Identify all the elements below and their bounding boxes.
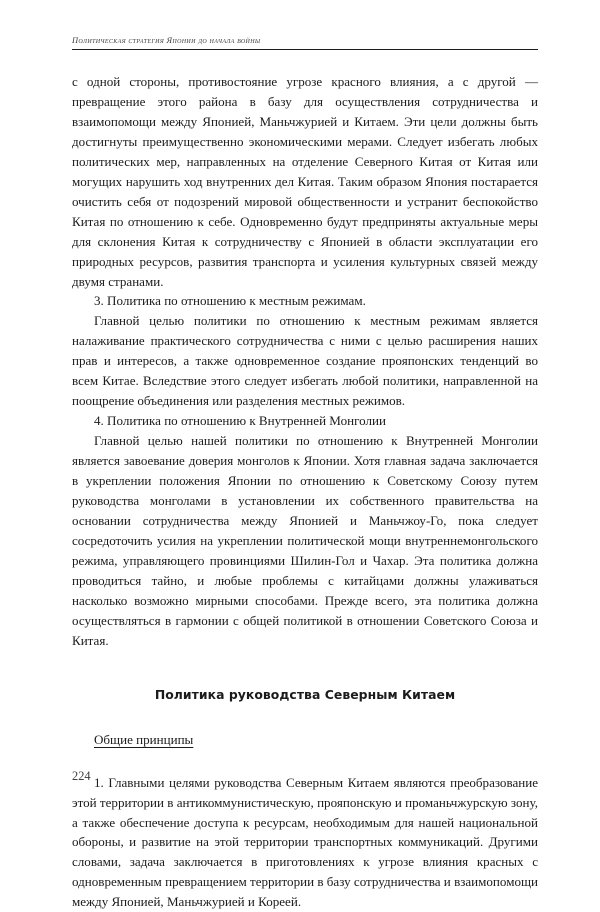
header-rule [72, 49, 538, 50]
running-head-area [72, 36, 538, 50]
page-number: 224 [72, 769, 91, 783]
paragraph-continued: с одной стороны, противостояние угрозе красного влияния, а с другой — превращение этого района в базу для осуществления сотрудничества и взаимопомощи между Японией, Маньчжурией и Китаем. Эти цели должны быть достигнуты преимущественно экономическими мерами. Следует избегать любых политических мер, направленных на отделение Северного Китая от Китая или могущих нарушить ход внутренних дел Китая. Таким образом Япония постарается очистить себя от подозрений мировой общественности и устранит беспокойство Китая по отношению к себе. Одновременно будут предприняты актуальные меры для склонения Китая к сотрудничеству с Японией в области эксплуатации его природных ресурсов, развития транспорта и усиления культурных связей между двумя странами. [72, 74, 538, 289]
paragraph-item-3: 3. Политика по отношению к местным режимам. [94, 293, 366, 309]
running-head: Политическая стратегия Японии до начала войны [72, 36, 261, 45]
paragraph-item-3-body: Главной целью политики по отношению к местным режимам является налаживание практического сотрудничества с ними с целью расширения наших прав и интересов, а также одновременное создание прояпонских тенденций во всем Китае. Вследствие этого следует избегать любой политики, направленной на поощрение объединения или разделения местных режимов. [72, 313, 538, 409]
paragraph-item-4-body: Главной целью нашей политики по отношению к Внутренней Монголии является завоевание доверия монголов к Японии. Хотя главная задача заключается в укреплении положения Японии по отношению к Советскому Союзу путем руководства монголами в установлении их собственного правительства на основании сотрудничества между Японией и Маньчжоу-Го, пока следует сосредоточить усилия на укреплении политической мощи внутреннемонгольского режима, управляющего провинциями Шилин-Гол и Чахар. Эта политика должна проводиться тайно, и любые проблемы с китайцами должны улаживаться насколько возможно мирными способами. Прежде всего, эта политика должна осуществляться в гармонии с общей политикой в отношении Советского Союза и Китая. [72, 433, 538, 648]
heading-spacer-top [72, 651, 538, 686]
section-heading: Политика руководства Северным Китаем [154, 686, 456, 702]
paragraph-item-1: 1. Главными целями руководства Северным Китаем являются преобразование этой территории в антикоммунистическую, прояпонскую и проманьчжурскую зону, а также обеспечение доступа к ресурсам, необходимым для нашей национальной обороны, и развитие на этой территории транспортных коммуникаций. Другими словами, задача заключается в приготовлениях к угрозе влияния красных с одновременным превращением территории в базу сотрудничества и взаимопомощи между Японией, Маньчжурией и Кореей. [72, 774, 538, 910]
heading-spacer-bottom [72, 704, 538, 730]
subheading-spacer [72, 750, 538, 773]
subheading [72, 730, 538, 750]
paragraph-item-4: 4. Политика по отношению к Внутренней Монголии [94, 413, 386, 429]
subheading-text: Общие принципы [94, 731, 194, 747]
text-column [72, 72, 538, 912]
